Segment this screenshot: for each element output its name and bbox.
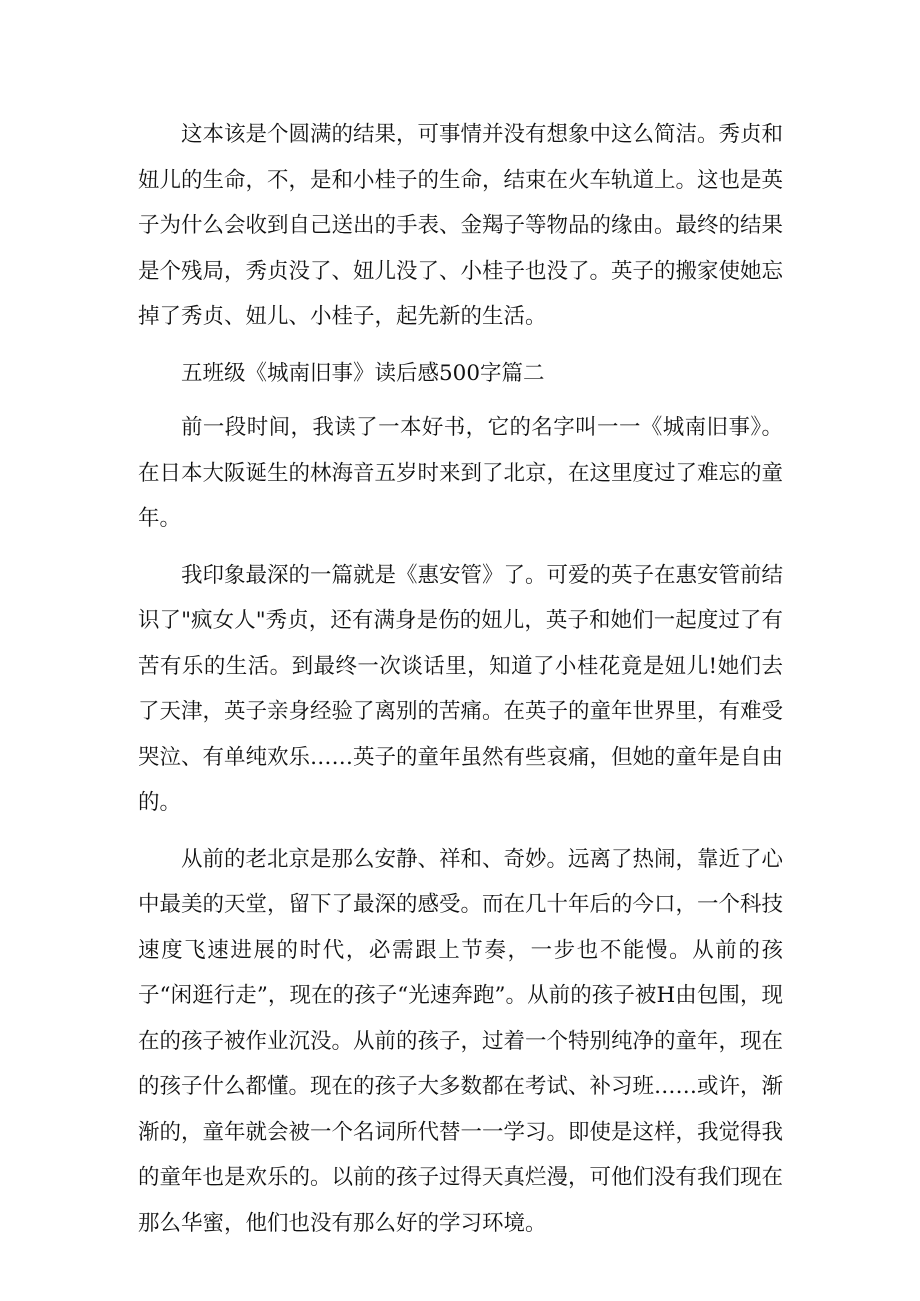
section-heading: 五班级《城南旧事》读后感500字篇二 (181, 360, 545, 386)
document-body (138, 112, 783, 1257)
paragraph-intro: 前一段时间，我读了一本好书，它的名字叫一一《城南旧事》。在日本大阪诞生的林海音五岁时来到了北京，在这里度过了难忘的童年。 (138, 415, 784, 531)
paragraph-impression: 我印象最深的一篇就是《惠安管》了。可爱的英子在惠安管前结识了"疯女人"秀贞，还有满身是伤的妞儿，英子和她们一起度过了有苦有乐的生活。到最终一次谈话里，知道了小桂花竟是妞儿!她们去了天津，英子亲身经验了离别的苦痛。在英子的童年世界里，有难受哭泣、有单纯欢乐……英子的童年虽然有些哀痛，但她的童年是自由的。 (138, 562, 784, 815)
paragraph-ending: 这本该是个圆满的结果，可事情并没有想象中这么简洁。秀贞和妞儿的生命，不，是和小桂子的生命，结束在火车轨道上。这也是英子为什么会收到自己送出的手表、金羯子等物品的缘由。最终的结果是个残局，秀贞没了、妞儿没了、小桂子也没了。英子的搬家使她忘掉了秀贞、妞儿、小桂子，起先新的生活。 (138, 122, 784, 329)
paragraph-comparison: 从前的老北京是那么安静、祥和、奇妙。远离了热闹，靠近了心中最美的天堂，留下了最深的感受。而在几十年后的今口，一个科技速度飞速进展的时代，必需跟上节奏，一步也不能慢。从前的孩子“闲逛行走”，现在的孩子“光速奔跑”。从前的孩子被H由包围，现在的孩子被作业沉没。从前的孩子，过着一个特别纯净的童年，现在的孩子什么都懂。现在的孩子大多数都在考试、补习班……或许，渐渐的，童年就会被一个名词所代替一一学习。即使是这样，我觉得我的童年也是欢乐的。以前的孩子过得天真烂漫，可他们没有我们现在那么华蜜，他们也没有那么好的学习环境。 (138, 846, 784, 1236)
